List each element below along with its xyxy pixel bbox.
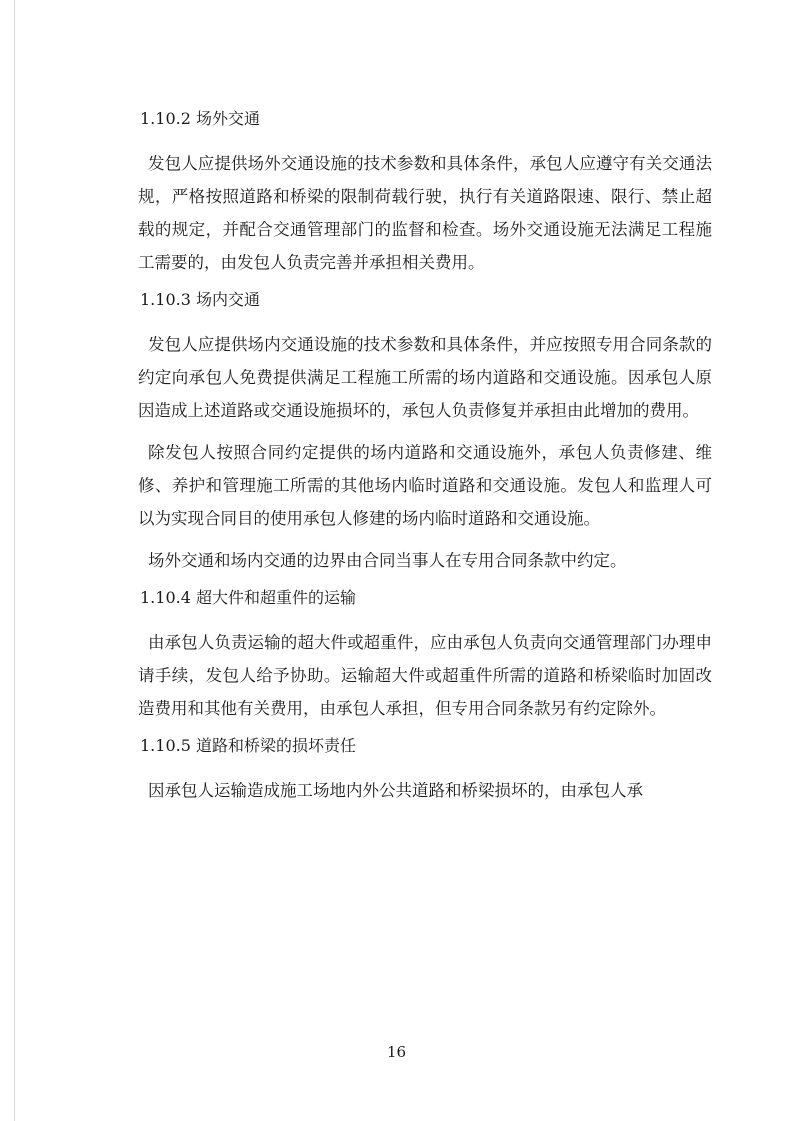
paragraph: 因承包人运输造成施工场地内外公共道路和桥梁损坏的，由承包人承: [148, 781, 643, 800]
paragraph: 场外交通和场内交通的边界由合同当事人在专用合同条款中约定。: [148, 551, 627, 570]
document-page: [138, 107, 712, 816]
paragraph: 除发包人按照合同约定提供的场内道路和交通设施外，承包人负责修建、维修、养护和管理施工所需的其他场内临时道路和交通设施。发包人和监理人可以为实现合同目的使用承包人修建的场内临时道路和交通设施。: [138, 443, 712, 528]
scan-edge-line: [14, 0, 15, 1121]
section-heading: 1.10.3 场内交通: [140, 290, 260, 309]
section-1-10-2: [138, 107, 712, 279]
section-heading: 1.10.4 超大件和超重件的运输: [140, 588, 356, 607]
paragraph: 由承包人负责运输的超大件或超重件，应由承包人负责向交通管理部门办理申请手续，发包人给予协助。运输超大件或超重件所需的道路和桥梁临时加固改造费用和其他有关费用，由承包人承担，但专用合同条款另有约定除外。: [138, 633, 712, 718]
paragraph: 发包人应提供场内交通设施的技术参数和具体条件，并应按照专用合同条款的约定向承包人免费提供满足工程施工所需的场内道路和交通设施。因承包人原因造成上述道路或交通设施损坏的，承包人负责修复并承担由此增加的费用。: [138, 335, 712, 420]
section-1-10-5: [138, 734, 712, 807]
section-1-10-4: [138, 586, 712, 725]
page-number: 16: [386, 1043, 407, 1061]
paragraph: 发包人应提供场外交通设施的技术参数和具体条件，承包人应遵守有关交通法规，严格按照道路和桥梁的限制荷载行驶，执行有关道路限速、限行、禁止超载的规定，并配合交通管理部门的监督和检查。场外交通设施无法满足工程施工需要的，由发包人负责完善并承担相关费用。: [138, 154, 712, 272]
section-heading: 1.10.2 场外交通: [140, 109, 260, 128]
section-heading: 1.10.5 道路和桥梁的损坏责任: [140, 736, 356, 755]
section-1-10-3: [138, 288, 712, 577]
